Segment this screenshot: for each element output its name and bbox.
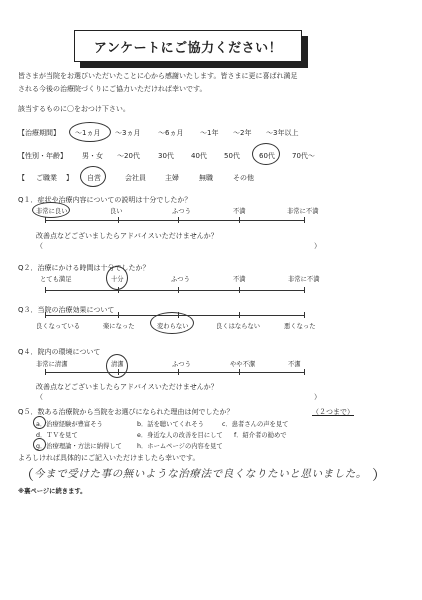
q1-tick	[118, 217, 119, 223]
age-option-60s[interactable]: 60代	[259, 152, 275, 160]
q4-tick	[178, 369, 179, 375]
q1-tick	[239, 217, 240, 223]
q3-scale-4[interactable]: 良くはならない	[216, 323, 261, 330]
period-option-1[interactable]: ～1ヵ月	[75, 129, 101, 137]
q1-scale-1[interactable]: 非常に良い	[36, 208, 68, 215]
q4-question: Q４．院内の環境について	[18, 348, 101, 356]
q1-scale-3[interactable]: ふつう	[172, 208, 191, 215]
age-option-20s[interactable]: ～20代	[117, 152, 140, 160]
q3-scale-3[interactable]: 変わらない	[157, 323, 189, 330]
job-label: ご職業	[36, 174, 57, 182]
q4-comment-prompt: 改善点などございましたらアドバイスいただけませんか？	[36, 383, 218, 391]
q2-tick	[118, 287, 119, 293]
q4-scale-5[interactable]: 不潔	[288, 361, 301, 368]
q1-scale-4[interactable]: 不満	[233, 208, 246, 215]
q2-scale-3[interactable]: ふつう	[171, 276, 190, 283]
handwritten-answer: 今まで受けた事の無いような治療法で良くなりたいと思いました。	[34, 468, 367, 480]
q2-tick	[45, 287, 46, 293]
gender-age-label: 【性別・年齢】	[18, 152, 67, 160]
continue-note: ※裏ページに続きます。	[18, 488, 87, 495]
q5-option-e[interactable]: e．身近な人の改善を目にして	[137, 432, 223, 439]
job-label-open: 【	[18, 174, 25, 182]
q4-scale-1[interactable]: 非常に清潔	[36, 361, 68, 368]
q3-scale-5[interactable]: 悪くなった	[284, 323, 316, 330]
q3-tick	[239, 312, 240, 318]
instruction: 該当するものに〇をおつけ下さい。	[18, 105, 130, 113]
q4-scale-4[interactable]: やや不潔	[230, 361, 256, 368]
q1-scale-2[interactable]: 良い	[110, 208, 123, 215]
q2-scale-2[interactable]: 十分	[111, 276, 124, 283]
q5-option-a[interactable]: a．治療経験が豊富そう	[36, 421, 103, 428]
answer-circle-q1	[32, 202, 70, 218]
period-option-5[interactable]: ～2年	[233, 129, 252, 137]
answer-circle-q2	[106, 266, 128, 290]
q3-tick	[118, 312, 119, 318]
answer-circle-q5-g	[33, 438, 46, 451]
q1-tick	[45, 217, 46, 223]
job-option-unemployed[interactable]: 無職	[199, 174, 213, 182]
q1-comment-close: ）	[314, 242, 321, 250]
q5-option-b[interactable]: b．話を聴いてくれそう	[137, 421, 204, 428]
period-option-2[interactable]: ～3ヵ月	[115, 129, 141, 137]
q3-tick	[178, 312, 179, 318]
request-text: よろしければ具体的にご記入いただけましたら幸いです。	[18, 454, 200, 462]
q3-question: Q３．当院の治療効果について	[18, 306, 115, 314]
age-option-40s[interactable]: 40代	[191, 152, 207, 160]
q1-scale-5[interactable]: 非常に不満	[287, 208, 319, 215]
answer-circle-q4	[106, 354, 128, 378]
intro-line-2: される今後の治療院づくりにご協力いただければ幸いです。	[18, 85, 207, 93]
q2-tick	[239, 287, 240, 293]
q5-option-g[interactable]: g．治療理論・方法に納得して	[36, 443, 122, 450]
q4-tick	[304, 369, 305, 375]
job-option-employee[interactable]: 会社員	[125, 174, 146, 182]
job-option-self-employed[interactable]: 自営	[87, 174, 101, 182]
period-label: 【治療期間】	[18, 129, 60, 137]
q4-scale-line	[45, 372, 305, 373]
q5-option-h[interactable]: h．ホームページの内容を見て	[137, 443, 223, 450]
job-option-other[interactable]: その他	[233, 174, 254, 182]
q4-comment-close: ）	[314, 393, 321, 401]
period-option-3[interactable]: ～6ヵ月	[158, 129, 184, 137]
q1-comment-prompt: 改善点などございましたらアドバイスいただけませんか？	[36, 232, 218, 240]
title-box	[74, 30, 302, 62]
q1-tick	[178, 217, 179, 223]
q5-option-f[interactable]: f．紹介者の勧めで	[234, 432, 287, 439]
answer-circle-job	[80, 166, 106, 187]
q3-scale-line	[45, 315, 305, 316]
free-text-open: （	[20, 468, 34, 484]
q4-tick	[239, 369, 240, 375]
job-option-housewife[interactable]: 主婦	[165, 174, 179, 182]
age-option-30s[interactable]: 30代	[158, 152, 174, 160]
q3-tick	[45, 312, 46, 318]
free-text-close: ）	[372, 468, 386, 484]
answer-circle-q5-a	[33, 416, 46, 429]
q2-tick	[304, 287, 305, 293]
q1-scale-line	[45, 220, 305, 221]
q3-scale-1[interactable]: 良くなっている	[36, 323, 81, 330]
q4-comment-open: （	[36, 393, 43, 401]
gender-option[interactable]: 男・女	[82, 152, 103, 160]
q2-question: Q２．治療にかける時間は十分でしたか？	[18, 264, 150, 272]
q4-scale-2[interactable]: 清潔	[111, 361, 124, 368]
age-option-50s[interactable]: 50代	[224, 152, 240, 160]
q2-scale-5[interactable]: 非常に不満	[288, 276, 320, 283]
answer-circle-age	[252, 143, 280, 165]
q2-tick	[178, 287, 179, 293]
q5-note: （２つまで）	[312, 408, 354, 416]
period-option-4[interactable]: ～1年	[200, 129, 219, 137]
q2-scale-1[interactable]: とても満足	[40, 276, 72, 283]
age-option-70s[interactable]: 70代～	[292, 152, 315, 160]
q3-tick	[304, 312, 305, 318]
q1-tick	[304, 217, 305, 223]
q4-tick	[118, 369, 119, 375]
period-option-6[interactable]: ～3年以上	[266, 129, 299, 137]
q1-question: Q１．症状や治療内容についての説明は十分でしたか？	[18, 196, 192, 204]
q1-comment-open: （	[36, 242, 43, 250]
q4-tick	[45, 369, 46, 375]
answer-circle-period	[69, 122, 111, 142]
q2-scale-line	[45, 290, 305, 291]
q5-question: Q５．数ある治療院から当院をお選びになられた理由は何でしたか？	[18, 408, 234, 416]
q4-scale-3[interactable]: ふつう	[172, 361, 191, 368]
page-title: アンケートにご協力ください！	[93, 40, 283, 56]
q5-option-d[interactable]: d．ＴＶを見て	[36, 432, 78, 439]
q5-option-c[interactable]: c．患者さんの声を見て	[222, 421, 289, 428]
q2-scale-4[interactable]: 不満	[233, 276, 246, 283]
q3-scale-2[interactable]: 楽になった	[103, 323, 135, 330]
job-label-close: 】	[66, 174, 73, 182]
intro-line-1: 皆さまが当院をお選びいただいたことに心から感謝いたします。皆さまに更に喜ばれ満足	[18, 72, 298, 80]
